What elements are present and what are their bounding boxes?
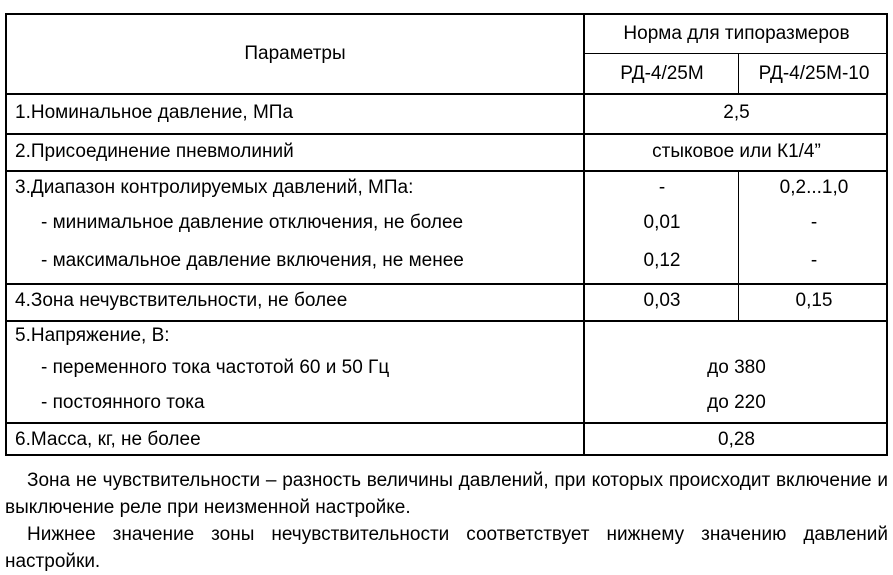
row-3-sub-1-value-2: - xyxy=(810,212,818,233)
row-3-label: 3.Диапазон контролируемых давлений, МПа: xyxy=(15,177,414,198)
row-4-value-1: 0,03 xyxy=(643,290,681,311)
params-header: Параметры xyxy=(244,43,346,64)
row-divider xyxy=(7,170,886,172)
model-1-header: РД-4/25М xyxy=(620,63,704,84)
note-paragraph: Зона не чувствительности – разность величины давлений, при которых происходит включение и выключение реле при неизменной настройке. xyxy=(5,470,888,518)
row-5-sub-2-label: - постоянного тока xyxy=(41,392,205,413)
row-3-sub-2-value-1: 0,12 xyxy=(643,250,681,271)
row-6-value: 0,28 xyxy=(718,429,755,450)
row-3-value-1: - xyxy=(658,177,666,198)
row-2-label: 2.Присоединение пневмолиний xyxy=(15,141,294,162)
row-3-sub-2-label: - максимальное давление включения, не менее xyxy=(41,250,464,271)
row-1-label: 1.Номинальное давление, МПа xyxy=(15,102,294,123)
parameters-table xyxy=(5,13,888,456)
row-divider xyxy=(7,422,886,424)
row-5-sub-1-value: до 380 xyxy=(707,357,766,378)
row-3-sub-1-label: - минимальное давление отключения, не более xyxy=(41,212,464,233)
row-3-sub-1-value-1: 0,01 xyxy=(643,212,681,233)
row-1-value: 2,5 xyxy=(723,102,750,123)
header-divider xyxy=(583,53,886,54)
row-divider xyxy=(7,133,886,135)
row-5-sub-2-value: до 220 xyxy=(707,392,766,413)
norm-header: Норма для типоразмеров xyxy=(623,23,850,44)
row-5-sub-1-label: - переменного тока частотой 60 и 50 Гц xyxy=(41,357,390,378)
row-5-label: 5.Напряжение, В: xyxy=(15,325,170,346)
row-3-value-2: 0,2...1,0 xyxy=(779,177,849,198)
notes xyxy=(5,467,888,575)
row-4-value-2: 0,15 xyxy=(795,290,833,311)
row-2-value: стыковое или К1/4” xyxy=(652,141,821,162)
row-divider xyxy=(7,283,886,285)
row-3-sub-2-value-2: - xyxy=(810,250,818,271)
model-2-header: РД-4/25М-10 xyxy=(758,63,870,84)
note-paragraph: Нижнее значение зоны нечувствительности соответствует нижнему значению давлений настройки. xyxy=(5,524,888,572)
row-divider xyxy=(7,93,886,95)
row-6-label: 6.Масса, кг, не более xyxy=(15,429,201,450)
row-divider xyxy=(7,320,886,322)
row-4-label: 4.Зона нечувствительности, не более xyxy=(15,290,348,311)
